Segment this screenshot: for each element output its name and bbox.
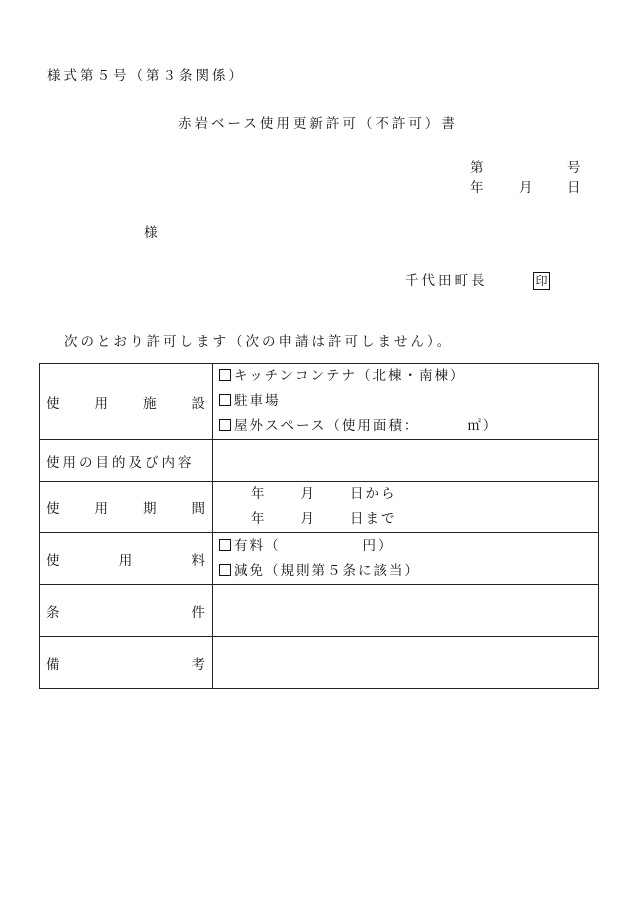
period-value: [213, 482, 599, 533]
label-fee: 使 用 料: [46, 552, 205, 569]
checkbox-icon[interactable]: [219, 394, 231, 406]
row-fee: [40, 533, 599, 585]
checkbox-icon[interactable]: [219, 564, 231, 576]
remarks-value: [213, 637, 599, 689]
option-paid[interactable]: 有料（ 円）: [219, 534, 598, 559]
date-day: 日: [567, 180, 584, 196]
option-kitchen[interactable]: キッチンコンテナ（北棟・南棟）: [219, 364, 598, 389]
date-month: 月: [519, 180, 536, 196]
option-outdoor[interactable]: 屋外スペース（使用面積： ㎡）: [219, 414, 598, 439]
option-parking[interactable]: 駐車場: [219, 389, 598, 414]
document-title: 赤岩ベース使用更新許可（不許可）書: [178, 116, 458, 132]
date-year: 年: [470, 180, 487, 196]
label-period: 使 用 期 間: [46, 501, 205, 517]
form-reference: 様式第５号（第３条関係）: [47, 68, 245, 84]
label-facility-cell: [40, 364, 213, 440]
number-prefix: 第: [470, 160, 487, 176]
conditions-value: [213, 585, 599, 637]
yen-suffix: 円）: [362, 537, 394, 554]
addressee-suffix: 様: [144, 225, 161, 241]
label-purpose: 使用の目的及び内容: [46, 454, 195, 471]
option-exempt[interactable]: 減免（規則第５条に該当）: [219, 559, 598, 584]
checkbox-icon[interactable]: [219, 539, 231, 551]
area-unit: ㎡）: [467, 418, 499, 434]
row-purpose: [40, 440, 599, 482]
fee-options: [213, 533, 599, 585]
row-period: [40, 482, 599, 533]
checkbox-icon[interactable]: [219, 419, 231, 431]
purpose-value: [213, 440, 599, 482]
row-remarks: [40, 637, 599, 689]
row-facility: [40, 364, 599, 440]
label-facility: 使 用 施 設: [46, 395, 205, 412]
issuer-name: 千代田町長: [405, 273, 488, 289]
seal-mark: 印: [533, 272, 550, 290]
label-remarks: 備 考: [46, 656, 205, 673]
permit-table: [39, 363, 599, 689]
label-conditions: 条 件: [46, 604, 205, 621]
number-suffix: 号: [567, 160, 584, 176]
period-from: 年 月 日から: [251, 486, 397, 502]
checkbox-icon[interactable]: [219, 369, 231, 381]
period-to: 年 月 日まで: [251, 511, 397, 527]
intro-text: 次のとおり許可します（次の申請は許可しません）。: [64, 334, 454, 350]
facility-options: [213, 364, 599, 440]
row-conditions: [40, 585, 599, 637]
